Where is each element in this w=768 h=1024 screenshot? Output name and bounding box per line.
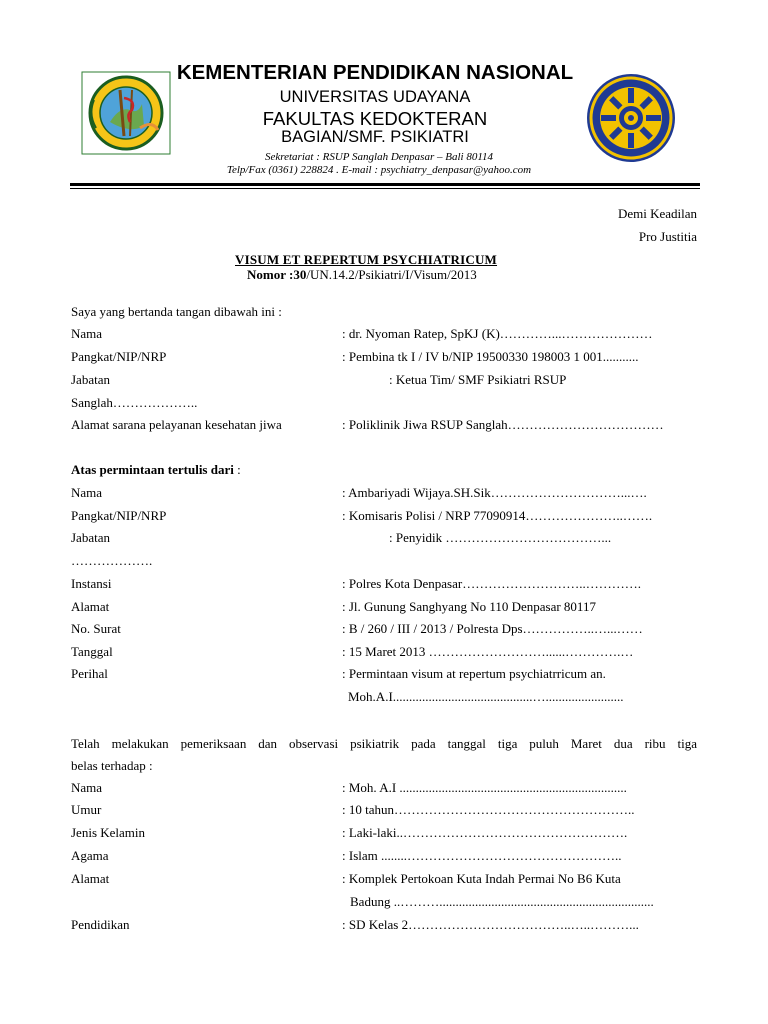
requester-rank-value: : Komisaris Polisi / NRP 77090914…………………..…….	[342, 508, 653, 523]
letterhead-divider-thin	[70, 188, 700, 189]
pro-justitia: Pro Justitia	[638, 229, 697, 244]
patient-address-continuation: Badung ..………..................................................................	[350, 894, 654, 909]
letterhead-divider	[70, 183, 700, 186]
signer-rank-value: : Pembina tk I / IV b/NIP 19500330 198003 1 001...........	[342, 349, 639, 364]
signer-facility-value: : Poliklinik Jiwa RSUP Sanglah………………………………	[342, 417, 664, 432]
ministry-name: KEMENTERIAN PENDIDIKAN NASIONAL	[176, 61, 574, 84]
requester-subject-value: : Permintaan visum at repertum psychiatrricum an.	[342, 666, 606, 681]
requester-name-label: Nama	[71, 485, 103, 500]
patient-name-value: : Moh. A.I ......................................................................	[342, 780, 627, 795]
signer-position-continuation: Sanglah………………..	[71, 395, 198, 410]
secretariat-address: Sekretariat : RSUP Sanglah Denpasar – Bali 80114	[264, 151, 494, 163]
patient-age-value: : 10 tahun………………………………………………..	[342, 802, 635, 817]
faculty-name: FAKULTAS KEDOKTERAN	[262, 108, 488, 129]
requester-subject-continuation: Moh.A.I...........................................…........................	[348, 689, 624, 704]
number-label: Nomor :	[247, 267, 294, 282]
requester-letter-value: : B / 260 / III / 2013 / Polresta Dps……………..…...……	[342, 621, 643, 636]
requester-date-value: : 15 Maret 2013 ………………………......………….…	[342, 644, 634, 659]
requester-agency-label: Instansi	[71, 576, 112, 591]
requester-heading	[71, 462, 241, 478]
requester-date-label: Tanggal	[71, 644, 113, 659]
examination-paragraph-line2: belas terhadap :	[71, 758, 153, 773]
requester-agency-value: : Polres Kota Denpasar………………………..………….	[342, 576, 641, 591]
requester-address-value: : Jl. Gunung Sanghyang No 110 Denpasar 80117	[342, 599, 596, 614]
requester-subject-label: Perihal	[71, 666, 108, 681]
signer-intro: Saya yang bertanda tangan dibawah ini :	[71, 304, 282, 319]
patient-religion-value: : Islam ........…………………………………………..	[342, 848, 622, 863]
number-suffix: /UN.14.2/Psikiatri/I/Visum/2013	[306, 267, 477, 282]
department-name: BAGIAN/SMF. PSIKIATRI	[281, 128, 469, 146]
requester-letter-label: No. Surat	[71, 621, 121, 636]
signer-name-label: Nama	[71, 326, 103, 341]
patient-education-label: Pendidikan	[71, 917, 130, 932]
requester-rank-label: Pangkat/NIP/NRP	[71, 508, 167, 523]
patient-religion-label: Agama	[71, 848, 109, 863]
number-value: 30	[293, 267, 307, 282]
patient-name-label: Nama	[71, 780, 103, 795]
signer-position-label: Jabatan	[71, 372, 110, 387]
signer-name-value: : dr. Nyoman Ratep, SpKJ (K)…………...…………………	[342, 326, 653, 341]
requester-position-continuation: ……………….	[71, 553, 153, 568]
patient-address-label: Alamat	[71, 871, 110, 886]
requester-name-value: : Ambariyadi Wijaya.SH.Sik…………………………...….	[342, 485, 647, 500]
signer-facility-label: Alamat sarana pelayanan kesehatan jiwa	[71, 417, 282, 432]
requester-position-value: : Penyidik ………………………………...	[389, 530, 612, 545]
contact-info: Telp/Fax (0361) 228824 . E-mail : psychiatry_denpasar@yahoo.com	[226, 164, 532, 176]
requester-address-label: Alamat	[71, 599, 110, 614]
requester-heading-colon: :	[233, 462, 241, 477]
patient-age-label: Umur	[71, 802, 102, 817]
signer-position-value: : Ketua Tim/ SMF Psikiatri RSUP	[389, 372, 567, 387]
patient-education-value: : SD Kelas 2………………………………..…..………...	[342, 917, 639, 932]
university-name: UNIVERSITAS UDAYANA	[279, 88, 471, 106]
patient-sex-value: : Laki-laki..…………………………………………….	[342, 825, 628, 840]
requester-position-label: Jabatan	[71, 530, 110, 545]
requester-heading-text: Atas permintaan tertulis dari	[71, 462, 234, 477]
demi-keadilan: Demi Keadilan	[617, 206, 697, 221]
signer-rank-label: Pangkat/NIP/NRP	[71, 349, 167, 364]
document-title: VISUM ET REPERTUM PSYCHIATRICUM	[235, 252, 498, 267]
examination-paragraph-line1: Telah melakukan pemeriksaan dan observasi psikiatrik pada tanggal tiga puluh Maret dua ribu tiga	[71, 736, 697, 751]
patient-address-value: : Komplek Pertokoan Kuta Indah Permai No B6 Kuta	[342, 871, 621, 886]
patient-sex-label: Jenis Kelamin	[71, 825, 146, 840]
document-number	[247, 267, 477, 283]
